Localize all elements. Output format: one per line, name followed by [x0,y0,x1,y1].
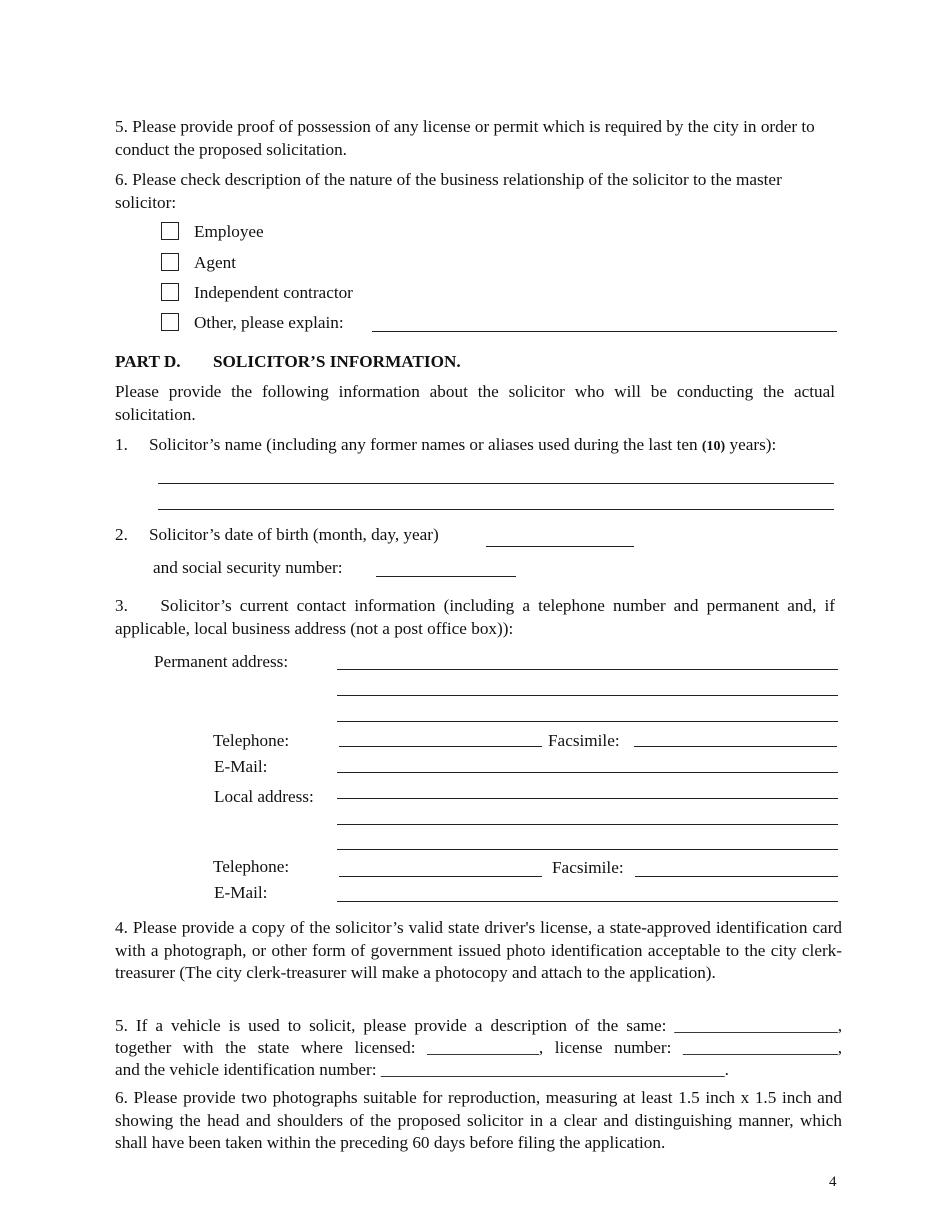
license-proof-question: 5. Please provide proof of possession of any license or permit which is required by the city in order to conduct the proposed solicitation. [115,117,815,159]
d6-photographs: 6. Please provide two photographs suitable for reproduction, measuring at least 1.5 inch x 1.5 inch and showing the head and shoulders of the proposed solicitor in a clear and distinguishing manner, which shall have been taken within the preceding 60 days before filing the application. [115,1088,842,1152]
permanent-telephone-label: Telephone: [213,731,290,750]
d1-question [149,434,776,456]
local-address-line-3[interactable] [337,849,838,850]
d1-text-after: years): [729,435,777,454]
permanent-facsimile-label: Facsimile: [548,731,620,750]
other-checkbox[interactable] [161,313,179,331]
permanent-email-line[interactable] [337,772,838,773]
dob-line[interactable] [486,546,634,547]
ssn-label: and social security number: [153,558,343,577]
permanent-address-line-3[interactable] [337,721,838,722]
local-facsimile-line[interactable] [635,876,838,877]
d3-question [115,595,835,640]
permanent-address-line-1[interactable] [337,669,838,670]
agent-label: Agent [194,253,237,272]
local-facsimile-label: Facsimile: [552,858,624,877]
permanent-email-label: E-Mail: [214,757,268,776]
d1-text-before: Solicitor’s name (including any former names or aliases used during the last ten [149,435,698,454]
d2-number: 2. [115,525,128,544]
solicitor-name-line-1[interactable] [158,483,834,484]
permanent-facsimile-line[interactable] [634,746,837,747]
part-d-label: PART D. [115,352,181,371]
solicitor-name-line-2[interactable] [158,509,834,510]
other-label: Other, please explain: [194,313,344,332]
permanent-telephone-line[interactable] [339,746,542,747]
d1-number: 1. [115,435,128,454]
employee-label: Employee [194,222,264,241]
d5-vehicle-line-3: and the vehicle identification number: ________________________________________. [115,1060,729,1079]
other-explain-line[interactable] [372,331,837,332]
local-address-label: Local address: [214,787,314,806]
local-address-line-1[interactable] [337,798,838,799]
relationship-question: 6. Please check description of the nature of the business relationship of the solicitor to the master solicitor: [115,170,782,212]
part-d-intro: Please provide the following information about the solicitor who will be conducting the actual solicitation. [115,382,835,424]
local-telephone-line[interactable] [339,876,542,877]
independent-contractor-label: Independent contractor [194,283,353,302]
dob-label: Solicitor’s date of birth (month, day, year) [149,525,439,544]
d1-ten: (10) [701,439,726,454]
local-telephone-label: Telephone: [213,857,290,876]
d3-text: Solicitor’s current contact information (including a telephone number and permanent and, if applicable, local business address (not a post office box)): [115,596,835,638]
d5-vehicle-line-2: together with the state where licensed: _____________, license number: __________________, [115,1038,842,1057]
permanent-address-line-2[interactable] [337,695,838,696]
local-email-label: E-Mail: [214,883,268,902]
local-address-line-2[interactable] [337,824,838,825]
page-number: 4 [829,1174,837,1190]
independent-contractor-checkbox[interactable] [161,283,179,301]
permanent-address-label: Permanent address: [154,652,289,671]
d4-id-copy: 4. Please provide a copy of the solicitor’s valid state driver's license, a state-approved identification card with a photograph, or other form of government issued photo identification acceptable to the city clerk-treasurer (The city clerk-treasurer will make a photocopy and attach to the application). [115,918,842,982]
d3-number: 3. [115,596,128,615]
part-d-title: SOLICITOR’S INFORMATION. [213,352,461,371]
ssn-line[interactable] [376,576,516,577]
agent-checkbox[interactable] [161,253,179,271]
d5-vehicle-line-1: 5. If a vehicle is used to solicit, please provide a description of the same: ___________________, [115,1016,842,1035]
employee-checkbox[interactable] [161,222,179,240]
local-email-line[interactable] [337,901,838,902]
